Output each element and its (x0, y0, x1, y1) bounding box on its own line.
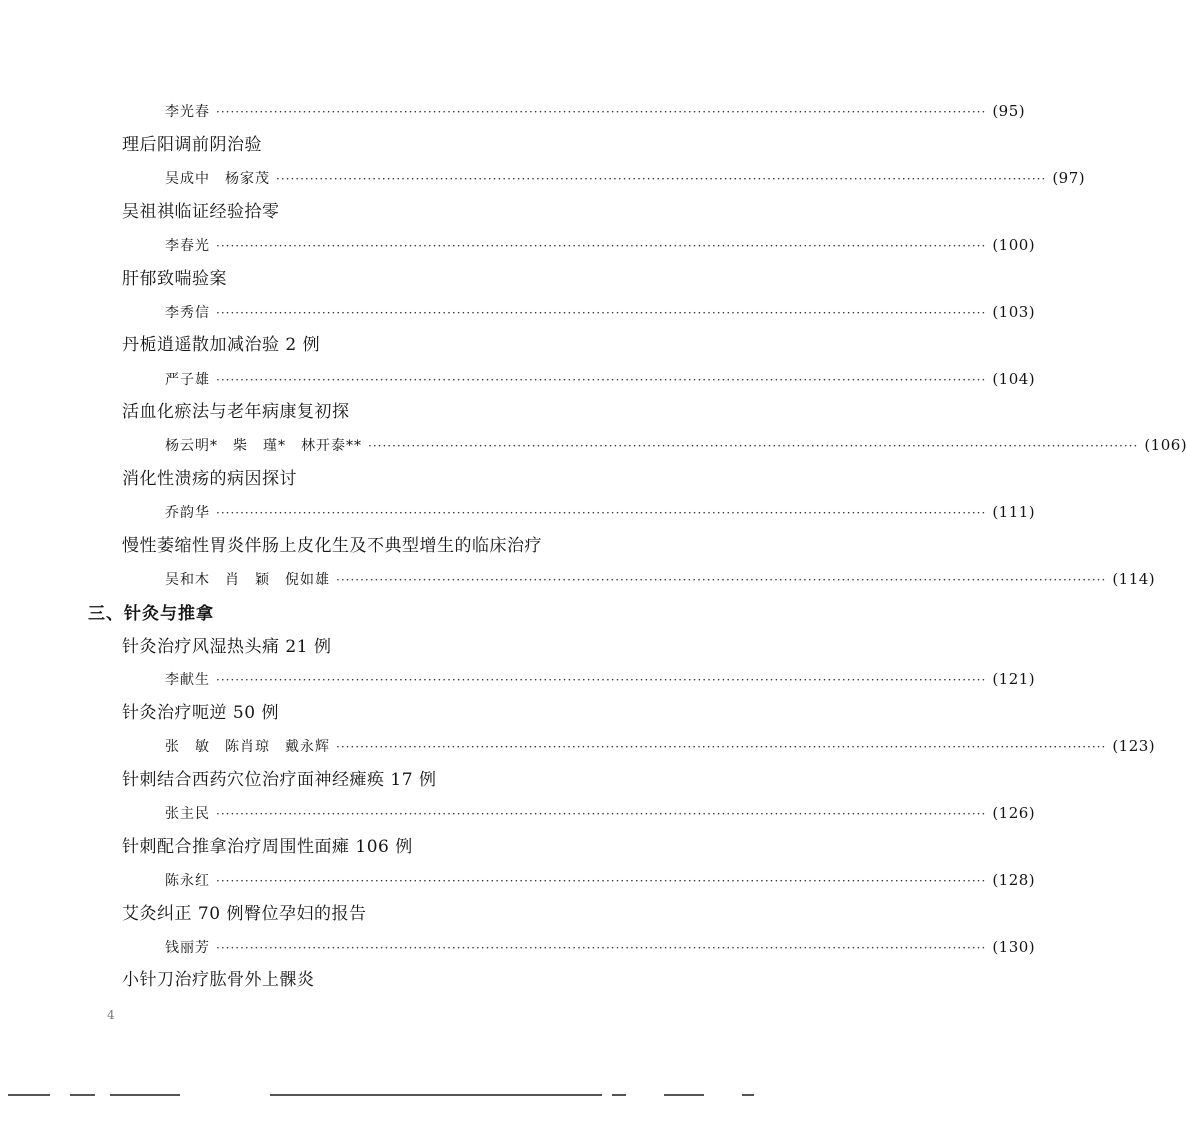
toc-article-title: 丹栀逍遥散加减治验 2 例 (122, 335, 321, 355)
toc-author-line (165, 863, 1036, 897)
page-number: (126) (992, 804, 1036, 822)
toc-article-title: 理后阳调前阴治验 (122, 135, 262, 155)
toc-article-title: 针灸治疗呃逆 50 例 (122, 703, 279, 723)
footer-rule (742, 1094, 754, 1096)
leader-dots: ································································································································································ (216, 874, 987, 888)
page-number: (104) (992, 370, 1036, 388)
toc-article-title: 针灸治疗风湿热头痛 21 例 (122, 637, 332, 657)
toc-author-line (165, 295, 1036, 329)
footer-rule (70, 1094, 95, 1096)
toc-article-title: 小针刀治疗肱骨外上髁炎 (122, 970, 315, 990)
page-number: (114) (1112, 570, 1156, 588)
leader-dots: ································································································································································ (216, 506, 987, 520)
toc-author-line (165, 930, 1036, 964)
leader-dots: ································································································································································ (216, 673, 987, 687)
toc-article-title: 活血化瘀法与老年病康复初探 (122, 402, 350, 422)
section-heading: 三、针灸与推拿 (88, 604, 214, 624)
toc-article-title: 针刺结合西药穴位治疗面神经瘫痪 17 例 (122, 770, 437, 790)
folio-mark: 4 (107, 1008, 115, 1022)
author-names: 钱丽芳 (165, 940, 210, 956)
author-names: 陈永红 (165, 873, 210, 889)
author-names: 严子雄 (165, 372, 210, 388)
leader-dots: ································································································································································ (216, 373, 987, 387)
toc-article-title: 艾灸纠正 70 例臀位孕妇的报告 (122, 904, 367, 924)
toc-author-line (165, 94, 1026, 128)
author-names: 李秀信 (165, 305, 210, 321)
author-names: 张主民 (165, 806, 210, 822)
page-number: (111) (992, 503, 1036, 521)
leader-dots: ································································································································································ (216, 941, 987, 955)
toc-author-line (165, 362, 1036, 396)
page-number: (103) (992, 303, 1036, 321)
toc-article-title: 消化性溃疡的病因探讨 (122, 469, 297, 489)
toc-author-line (165, 161, 1086, 195)
leader-dots: ································································································································································ (216, 105, 987, 119)
leader-dots: ································································································································································ (368, 439, 1139, 453)
toc-author-line (165, 662, 1036, 696)
toc-author-line (165, 228, 1036, 262)
author-names: 李光春 (165, 104, 210, 120)
page-number: (121) (992, 670, 1036, 688)
toc-author-line (165, 495, 1036, 529)
footer-rule (8, 1094, 50, 1096)
page-number: (95) (992, 102, 1026, 120)
author-names: 李春光 (165, 238, 210, 254)
page-number: (97) (1052, 169, 1086, 187)
page-number: (100) (992, 236, 1036, 254)
toc-article-title: 肝郁致喘验案 (122, 269, 227, 289)
toc-article-title: 吴祖祺临证经验拾零 (122, 202, 280, 222)
toc-author-line (165, 729, 1156, 763)
toc-author-line (165, 796, 1036, 830)
leader-dots: ································································································································································ (216, 807, 987, 821)
leader-dots: ································································································································································ (336, 740, 1107, 754)
footer-rule (664, 1094, 704, 1096)
footer-rule (270, 1094, 602, 1096)
toc-article-title: 慢性萎缩性胃炎伴肠上皮化生及不典型增生的临床治疗 (122, 536, 542, 556)
toc-author-line (165, 562, 1156, 596)
page-number: (130) (992, 938, 1036, 956)
footer-rule (110, 1094, 180, 1096)
leader-dots: ································································································································································ (216, 306, 987, 320)
leader-dots: ································································································································································ (336, 573, 1107, 587)
leader-dots: ································································································································································ (276, 172, 1047, 186)
page-number: (128) (992, 871, 1036, 889)
author-names: 吴成中 杨家茂 (165, 171, 270, 187)
toc-author-line (165, 428, 1187, 462)
page-number: (123) (1112, 737, 1156, 755)
footer-rule (612, 1094, 626, 1096)
author-names: 乔韵华 (165, 505, 210, 521)
author-names: 杨云明* 柴 瑾* 林开泰** (165, 438, 362, 454)
author-names: 李献生 (165, 672, 210, 688)
author-names: 张 敏 陈肖琼 戴永辉 (165, 739, 330, 755)
page-number: (106) (1144, 436, 1187, 454)
toc-article-title: 针刺配合推拿治疗周围性面瘫 106 例 (122, 837, 413, 857)
leader-dots: ································································································································································ (216, 239, 987, 253)
author-names: 吴和木 肖 颖 倪如雄 (165, 572, 330, 588)
